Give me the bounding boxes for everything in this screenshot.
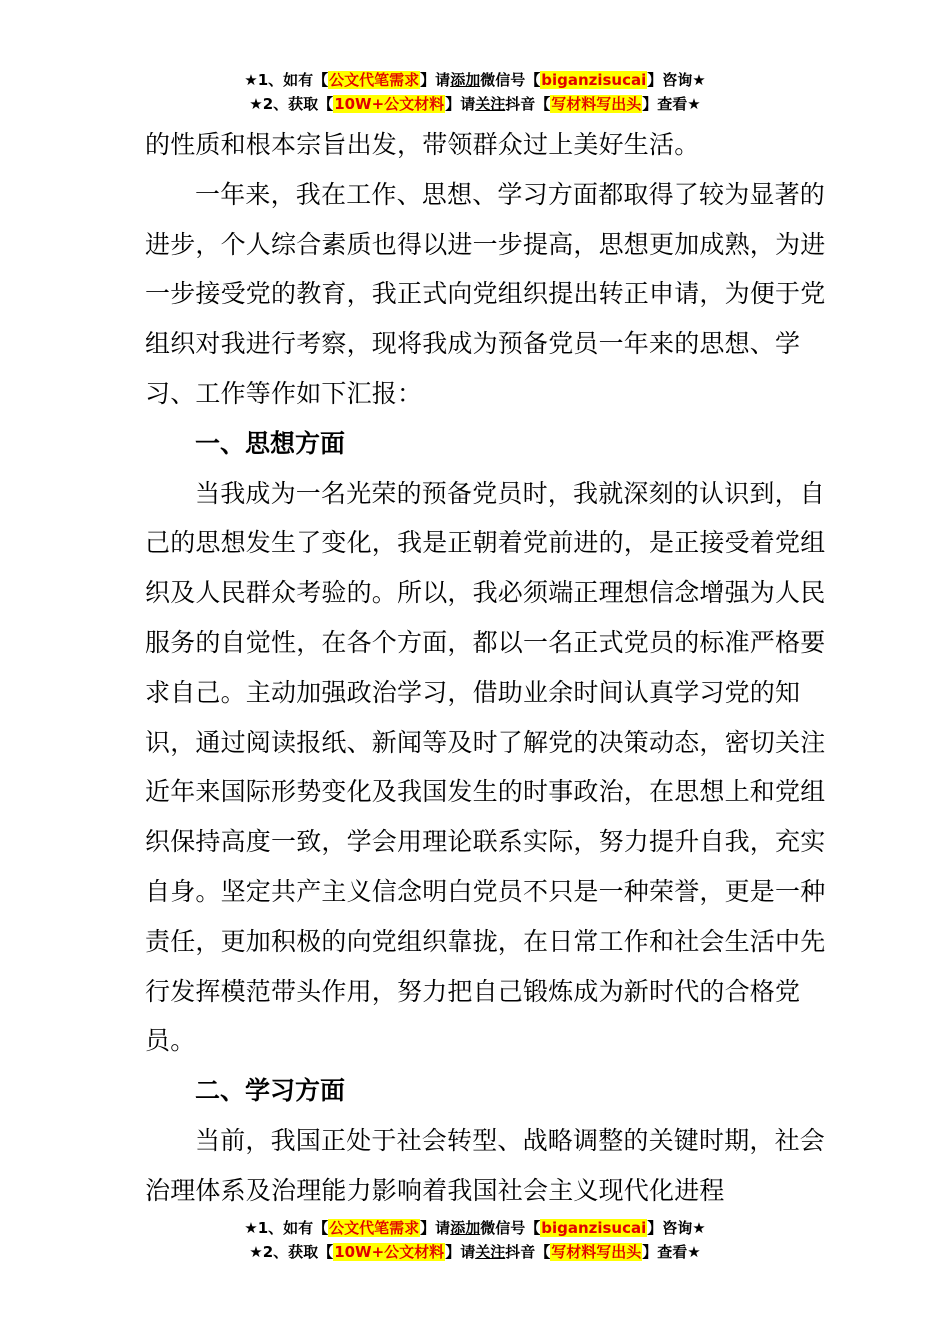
banner-highlight: 写材料写出头 [551, 1243, 642, 1261]
banner-underline: 关注 [475, 1243, 506, 1261]
banner-underline: 添加 [450, 71, 481, 89]
banner-text: ★2、获取【 [249, 95, 334, 113]
banner-text: 】请 [445, 95, 476, 113]
banner-line-2 [0, 92, 950, 116]
banner-highlight: 写材料写出头 [551, 95, 642, 113]
banner-text: ★1、如有【 [244, 1219, 329, 1237]
banner-highlight: 10W+公文材料 [334, 95, 445, 113]
banner-underline: 添加 [450, 1219, 481, 1237]
paragraph: 的性质和根本宗旨出发，带领群众过上美好生活。 [145, 130, 700, 159]
banner-text: ★1、如有【 [244, 71, 329, 89]
banner-highlight: 公文代笔需求 [329, 1219, 420, 1237]
banner-text: 】请 [445, 1243, 476, 1261]
banner-text: 抖音【 [505, 95, 551, 113]
banner-text: ★2、获取【 [249, 1243, 334, 1261]
section-heading: 二、学习方面 [195, 1076, 346, 1106]
footer-banner [0, 1216, 950, 1264]
banner-text: 】咨询★ [647, 71, 706, 89]
banner-highlight: biganzisucai [541, 71, 647, 89]
header-banner [0, 68, 950, 116]
section-heading: 一、思想方面 [195, 428, 346, 458]
banner-highlight: 公文代笔需求 [329, 71, 420, 89]
banner-text: 】查看★ [642, 1243, 701, 1261]
paragraph: 当我成为一名光荣的预备党员时，我就深刻的认识到，自己的思想发生了变化，我是正朝着党前进的，是正接受着党组织及人民群众考验的。所以，我必须端正理想信念增强为人民服务的自觉性，在各个方面，都以一名正式党员的标准严格要求自己。主动加强政治学习，借助业余时间认真学习党的知识，通过阅读报纸、新闻等及时了解党的决策动态，密切关注近年来国际形势变化及我国发生的时事政治，在思想上和党组织保持高度一致，学会用理论联系实际，努力提升自我，充实自身。坚定共产主义信念明白党员不只是一种荣誉，更是一种责任，更加积极的向党组织靠拢，在日常工作和社会生活中先行发挥模范带头作用，努力把自己锻炼成为新时代的合格党员。 [145, 478, 826, 1056]
document-body [145, 120, 835, 1216]
banner-line-2 [0, 1240, 950, 1264]
paragraph: 一年来，我在工作、思想、学习方面都取得了较为显著的进步，个人综合素质也得以进一步提高，思想更加成熟，为进一步接受党的教育，我正式向党组织提出转正申请，为便于党组织对我进行考察，现将我成为预备党员一年来的思想、学习、工作等作如下汇报： [145, 179, 826, 408]
banner-underline: 关注 [475, 95, 506, 113]
banner-highlight: biganzisucai [541, 1219, 647, 1237]
banner-line-1 [0, 68, 950, 92]
banner-text: 微信号【 [480, 71, 541, 89]
banner-line-1 [0, 1216, 950, 1240]
banner-text: 】查看★ [642, 95, 701, 113]
banner-text: 抖音【 [505, 1243, 551, 1261]
banner-text: 】咨询★ [647, 1219, 706, 1237]
banner-highlight: 10W+公文材料 [334, 1243, 445, 1261]
banner-text: 】请 [420, 71, 451, 89]
paragraph: 当前，我国正处于社会转型、战略调整的关键时期，社会治理体系及治理能力影响着我国社会主义现代化进程 [145, 1125, 826, 1205]
banner-text: 微信号【 [480, 1219, 541, 1237]
banner-text: 】请 [420, 1219, 451, 1237]
